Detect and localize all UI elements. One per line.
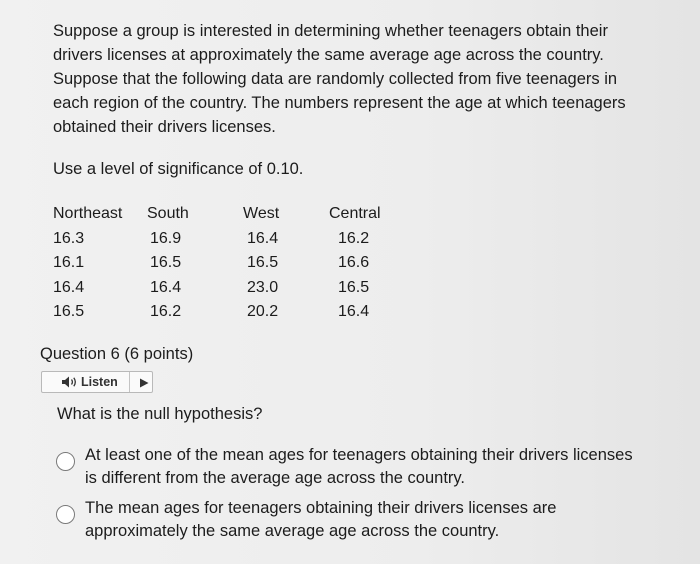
table-header-row xyxy=(53,202,389,227)
question-title xyxy=(40,345,193,364)
play-icon[interactable] xyxy=(139,377,149,387)
speaker-icon xyxy=(61,375,79,389)
table-cell: 16.6 xyxy=(338,254,370,272)
table-cell: 16.5 xyxy=(150,254,182,272)
table-cell: 16.4 xyxy=(53,278,85,296)
question-number: Question 6 xyxy=(40,345,120,363)
table-cell: 16.1 xyxy=(53,254,85,272)
radio-button[interactable] xyxy=(56,505,75,524)
table-cell: 16.3 xyxy=(53,229,85,247)
table-cell: 16.4 xyxy=(338,303,370,321)
table-cell: 20.2 xyxy=(247,303,279,321)
table-cell: 16.2 xyxy=(338,229,370,247)
radio-button[interactable] xyxy=(56,452,75,471)
table-cell: 16.4 xyxy=(247,229,279,247)
header-northeast: Northeast xyxy=(53,205,123,223)
listen-label: Listen xyxy=(81,375,118,389)
header-central: Central xyxy=(329,205,381,223)
answer-option-label: The mean ages for teenagers obtaining their drivers licenses are approximately the same average age across the country. xyxy=(85,499,557,540)
table-cell: 16.5 xyxy=(247,254,279,272)
table-cell: 16.9 xyxy=(150,229,182,247)
table-cell: 16.5 xyxy=(338,278,370,296)
question-points: (6 points) xyxy=(124,345,194,363)
listen-button[interactable] xyxy=(41,371,153,393)
table-cell: 23.0 xyxy=(247,278,279,296)
table-cell: 16.4 xyxy=(150,278,182,296)
data-table xyxy=(53,202,389,325)
table-row xyxy=(53,227,389,252)
problem-text: Suppose a group is interested in determining whether teenagers obtain their drivers licenses at approximately the same average age across the country. Suppose that the following data are randomly collected from five teenagers in each region of the country. The numbers represent the age at which teenagers obtained their drivers licenses. xyxy=(53,22,626,136)
answer-option-2[interactable] xyxy=(56,497,656,543)
table-row xyxy=(53,251,389,276)
answer-option-1[interactable] xyxy=(56,444,656,490)
significance-text: Use a level of significance of 0.10. xyxy=(53,160,304,178)
header-west: West xyxy=(243,205,280,223)
table-row xyxy=(53,300,389,325)
header-south: South xyxy=(147,205,189,223)
table-cell: 16.5 xyxy=(53,303,85,321)
table-cell: 16.2 xyxy=(150,303,182,321)
listen-divider xyxy=(129,372,130,392)
table-row xyxy=(53,276,389,301)
answer-option-label: At least one of the mean ages for teenagers obtaining their drivers licenses is different from the average age across the country. xyxy=(85,446,633,487)
question-prompt: What is the null hypothesis? xyxy=(57,405,263,423)
